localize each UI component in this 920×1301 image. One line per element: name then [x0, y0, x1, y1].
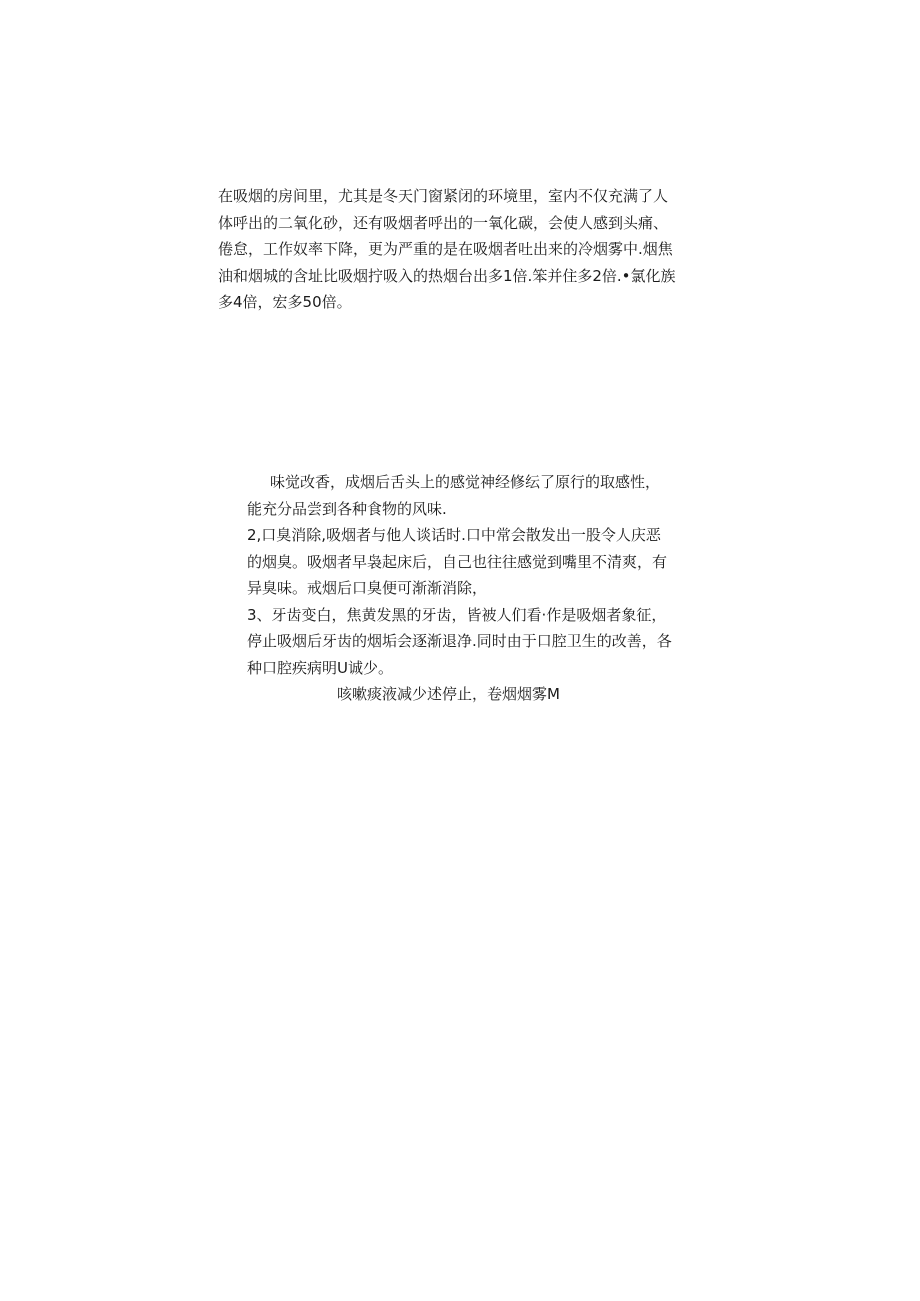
paragraph-quit-benefits — [247, 469, 697, 708]
text-line: 多4倍，宏多50倍。 — [218, 293, 352, 311]
text-line: 停止吸烟后牙齿的烟垢会逐渐退净.同时由于口腔卫生的改善，各 — [247, 632, 672, 650]
text-line: 体呼出的二氧化砂，还有吸烟者呼出的一氧化碳，会使人感到头痛、 — [218, 213, 669, 232]
text-line: 异臭味。戒烟后口臭便可渐渐消除， — [247, 579, 488, 597]
paragraph-indoor-smoke — [218, 183, 688, 316]
text-line: 2,口臭消除,吸烟者与他人谈话时.口中常会散发出一股令人庆恶 — [247, 526, 661, 544]
text-line: 倦怠，工作奴率下降，更为严重的是在吸烟者吐出来的冷烟雾中.烟焦 — [218, 240, 673, 258]
text-line: 3、牙齿变白，焦黄发黑的牙齿，皆被人们看·作是吸烟者象征， — [247, 605, 667, 624]
text-line: 能充分品尝到各种食物的风味. — [247, 499, 447, 518]
text-line: 油和烟城的含址比吸烟拧吸入的热烟台出多1倍.笨并住多2倍.•氯化族 — [218, 266, 676, 285]
text-line: 的烟臭。吸烟者早袅起床后，自己也往往感觉到嘴里不清爽，有 — [247, 552, 668, 571]
text-line: 味觉改香，成烟后舌头上的感觉神经修纭了原行的取感性， — [270, 473, 661, 491]
text-line: 在吸烟的房间里，尤其是冬天门窗紧闭的环境里，室内不仅充满了人 — [218, 187, 669, 205]
text-line: 种口腔疾病明U诚少。 — [247, 658, 393, 677]
text-line: 咳嗽痰液减少述停止，卷烟烟雾M — [337, 685, 560, 703]
